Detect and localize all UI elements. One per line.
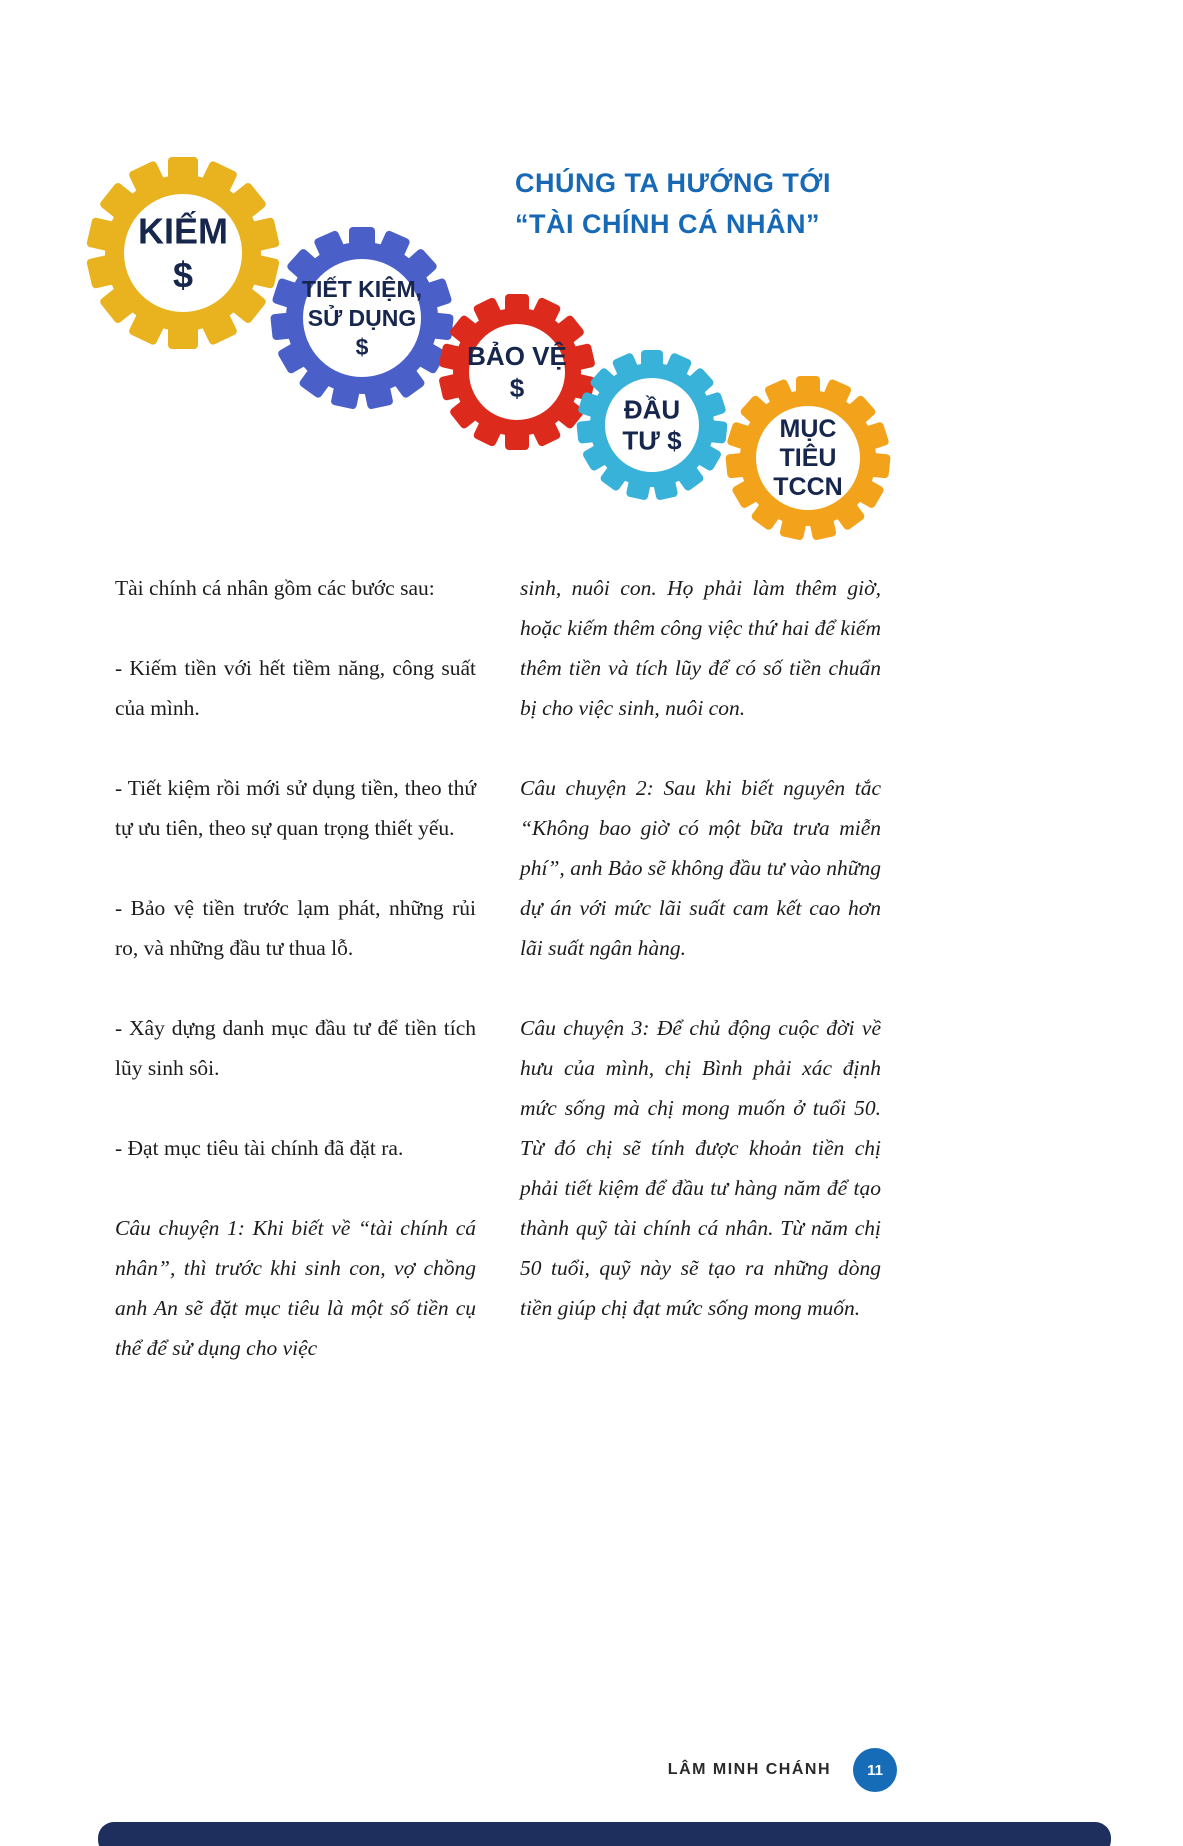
left-column [115,568,476,1368]
story-2-paragraph: Câu chuyện 2: Sau khi biết nguyên tắc “Không bao giờ có một bữa trưa miễn phí”, anh Bảo sẽ không đầu tư vào những dự án với mức lãi suất cam kết cao hơn lãi suất ngân hàng. [520,776,881,960]
page-number-badge: 11 [853,1748,897,1792]
body-text [115,568,881,1368]
bullet-item: - Kiếm tiền với hết tiềm năng, công suất của mình. [115,656,476,720]
svg-text:TCCN: TCCN [773,473,843,501]
svg-text:TIẾT KIỆM,: TIẾT KIỆM, [301,276,423,302]
svg-text:ĐẦU: ĐẦU [623,394,681,425]
author-name: LÂM MINH CHÁNH [667,1761,831,1778]
section-title [515,163,915,245]
gear-dau-tu [565,338,739,517]
right-column [520,568,881,1368]
bullet-item: - Bảo vệ tiền trước lạm phát, những rủi ro, và những đầu tư thua lỗ. [115,896,476,960]
svg-text:$: $ [355,334,369,360]
svg-text:$: $ [172,254,194,296]
section-title-line1: CHÚNG TA HƯỚNG TỚI [515,168,831,198]
page-footer [115,1748,897,1792]
story-1-paragraph: Câu chuyện 1: Khi biết về “tài chính cá nhân”, thì trước khi sinh con, vợ chồng anh An sẽ đặt mục tiêu là một số tiền cụ thể để sử dụng cho việc [115,1216,476,1360]
bullet-item: - Đạt mục tiêu tài chính đã đặt ra. [115,1136,404,1160]
footer-bar [98,1822,1111,1846]
svg-text:MỤC: MỤC [779,415,837,443]
svg-text:TƯ $: TƯ $ [622,425,682,456]
svg-text:$: $ [509,373,525,403]
bullet-item: - Tiết kiệm rồi mới sử dụng tiền, theo thứ tự ưu tiên, theo sự quan trọng thiết yếu. [115,776,476,840]
section-title-line2: “TÀI CHÍNH CÁ NHÂN” [515,209,820,239]
gear-diagram [0,0,1183,560]
intro-paragraph: Tài chính cá nhân gồm các bước sau: [115,576,435,600]
svg-text:BẢO VỆ: BẢO VỆ [467,341,567,371]
story-1-continued-paragraph: sinh, nuôi con. Họ phải làm thêm giờ, hoặc kiếm thêm công việc thứ hai để kiếm thêm tiền và tích lũy để có số tiền chuẩn bị cho việc sinh, nuôi con. [520,576,881,720]
svg-text:SỬ DỤNG: SỬ DỤNG [307,305,417,331]
story-3-paragraph: Câu chuyện 3: Để chủ động cuộc đời về hưu của mình, chị Bình phải xác định mức sống mà chị mong muốn ở tuổi 50. Từ đó chị sẽ tính được khoản tiền chị phải tiết kiệm để đầu tư hàng năm để tạo thành quỹ tài chính cá nhân. Từ năm chị 50 tuổi, quỹ này sẽ tạo ra những dòng tiền giúp chị đạt mức sống mong muốn. [520,1016,881,1320]
svg-text:KIẾM: KIẾM [138,210,228,252]
bullet-item: - Xây dựng danh mục đầu tư để tiền tích lũy sinh sôi. [115,1016,476,1080]
gear-muc-tieu-tccn [714,364,902,557]
svg-text:TIÊU: TIÊU [779,444,837,472]
